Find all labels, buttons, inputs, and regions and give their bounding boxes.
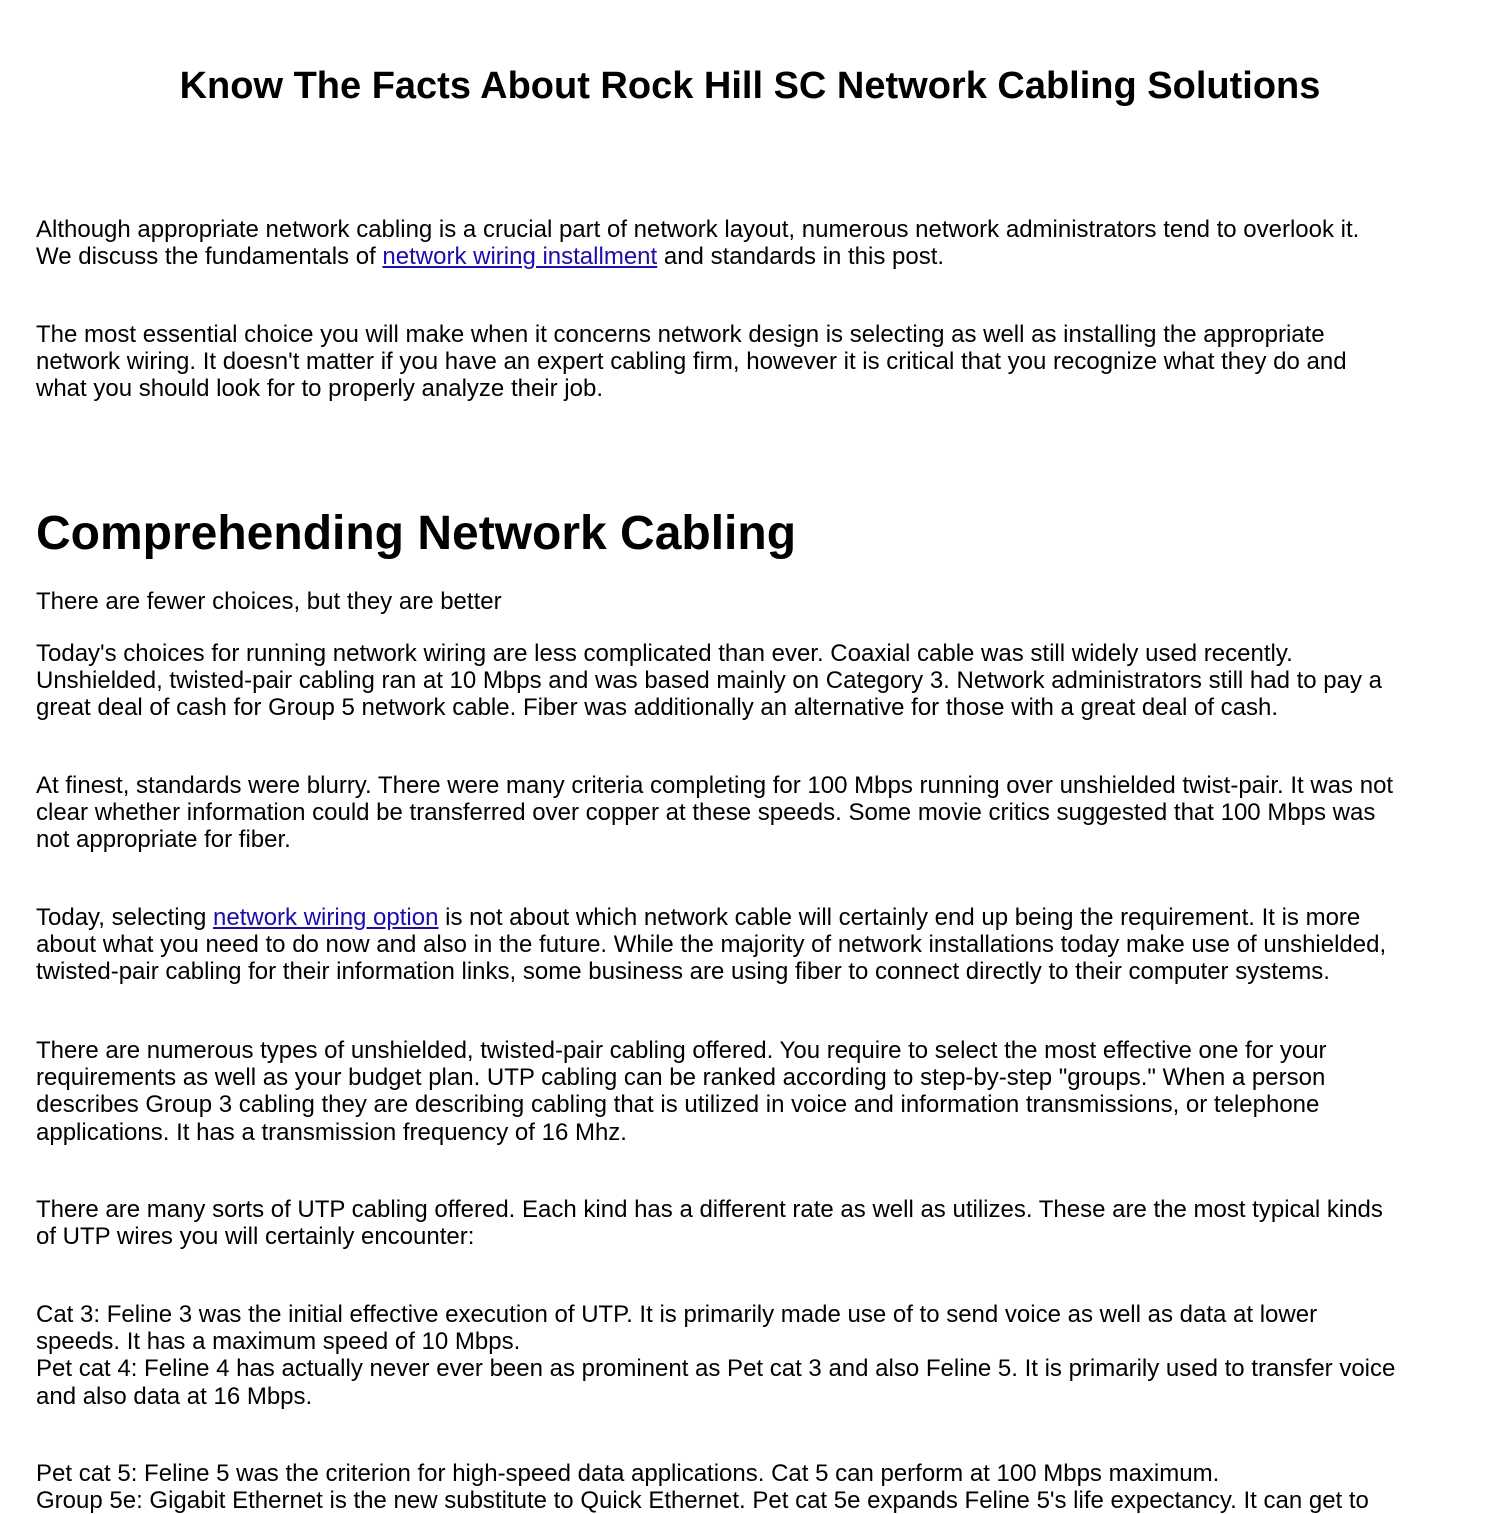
text-line: requirements as well as your budget plan. UTP cabling can be ranked according to step-by-step "groups." When a person xyxy=(36,1064,1326,1092)
text-line: of UTP wires you will certainly encounter: xyxy=(36,1223,475,1251)
text-line: Although appropriate network cabling is a crucial part of network layout, numerous network administrators tend to overlook it. xyxy=(36,216,1360,243)
intro-paragraph-1 xyxy=(36,216,1476,270)
text-segment: We discuss the fundamentals of xyxy=(36,243,383,271)
paragraph-8 xyxy=(36,1301,1476,1410)
text-line: At finest, standards were blurry. There were many criteria completing for 100 Mbps running over unshielded twist-pair. It was not xyxy=(36,772,1394,799)
section-subtitle xyxy=(36,588,1476,615)
text-line: There are many sorts of UTP cabling offered. Each kind has a different rate as well as utilizes. These are the most typical kinds xyxy=(36,1196,1383,1223)
text-line: great deal of cash for Group 5 network cable. Fiber was additionally an alternative for those with a great deal of cash. xyxy=(36,694,1279,722)
text-line: Cat 3: Feline 3 was the initial effective execution of UTP. It is primarily made use of to send voice as well as data at lower xyxy=(36,1301,1318,1328)
text-line: about what you need to do now and also in the future. While the majority of network installations today make use of unshielded, xyxy=(36,931,1387,959)
paragraph-3 xyxy=(36,640,1476,722)
text-segment: and standards in this post. xyxy=(657,243,945,271)
text-line: describes Group 3 cabling they are describing cabling that is utilized in voice and information transmissions, or telephone xyxy=(36,1091,1320,1119)
text-line: and also data at 16 Mbps. xyxy=(36,1382,313,1410)
text-line: Group 5e: Gigabit Ethernet is the new substitute to Quick Ethernet. Pet cat 5e expands Feline 5's life expectancy. It can get to xyxy=(36,1487,1369,1514)
text-line: not appropriate for fiber. xyxy=(36,826,291,854)
text-line: speeds. It has a maximum speed of 10 Mbps. xyxy=(36,1328,521,1356)
network-wiring-installment-link[interactable]: network wiring installment xyxy=(382,243,658,271)
intro-paragraph-2 xyxy=(36,321,1476,403)
page-title: Know The Facts About Rock Hill SC Network Cabling Solutions xyxy=(179,65,1321,107)
text-line xyxy=(36,243,1476,270)
paragraph-6 xyxy=(36,1037,1476,1146)
text-line: Pet cat 4: Feline 4 has actually never ever been as prominent as Pet cat 3 and also Feline 5. It is primarily used to transfer voice xyxy=(36,1355,1396,1383)
text-line: Pet cat 5: Feline 5 was the criterion for high-speed data applications. Cat 5 can perform at 100 Mbps maximum. xyxy=(36,1460,1220,1487)
text-segment: is not about which network cable will certainly end up being the requirement. It is more xyxy=(438,904,1361,931)
text-line: clear whether information could be transferred over copper at these speeds. Some movie critics suggested that 100 Mbps was xyxy=(36,799,1376,827)
text-segment: Today, selecting xyxy=(36,904,213,931)
text-line: Unshielded, twisted-pair cabling ran at 10 Mbps and was based mainly on Category 3. Network administrators still had to pay a xyxy=(36,667,1383,695)
text-line: There are fewer choices, but they are better xyxy=(36,588,502,615)
paragraph-9 xyxy=(36,1460,1476,1514)
section-heading: Comprehending Network Cabling xyxy=(36,507,797,560)
text-line xyxy=(36,904,1476,931)
text-line: The most essential choice you will make when it concerns network design is selecting as well as installing the appropriate xyxy=(36,321,1325,348)
text-line: twisted-pair cabling for their information links, some business are using fiber to connect directly to their computer systems. xyxy=(36,958,1330,986)
paragraph-4 xyxy=(36,772,1476,854)
paragraph-7 xyxy=(36,1196,1476,1250)
text-line: Today's choices for running network wiring are less complicated than ever. Coaxial cable was still widely used recently. xyxy=(36,640,1293,667)
text-line: network wiring. It doesn't matter if you have an expert cabling firm, however it is critical that you recognize what they do and xyxy=(36,348,1347,376)
text-line: applications. It has a transmission frequency of 16 Mhz. xyxy=(36,1118,627,1146)
network-wiring-option-link[interactable]: network wiring option xyxy=(213,904,439,931)
paragraph-5 xyxy=(36,904,1476,986)
text-line: what you should look for to properly analyze their job. xyxy=(36,375,603,403)
text-line: There are numerous types of unshielded, twisted-pair cabling offered. You require to select the most effective one for your xyxy=(36,1037,1327,1064)
